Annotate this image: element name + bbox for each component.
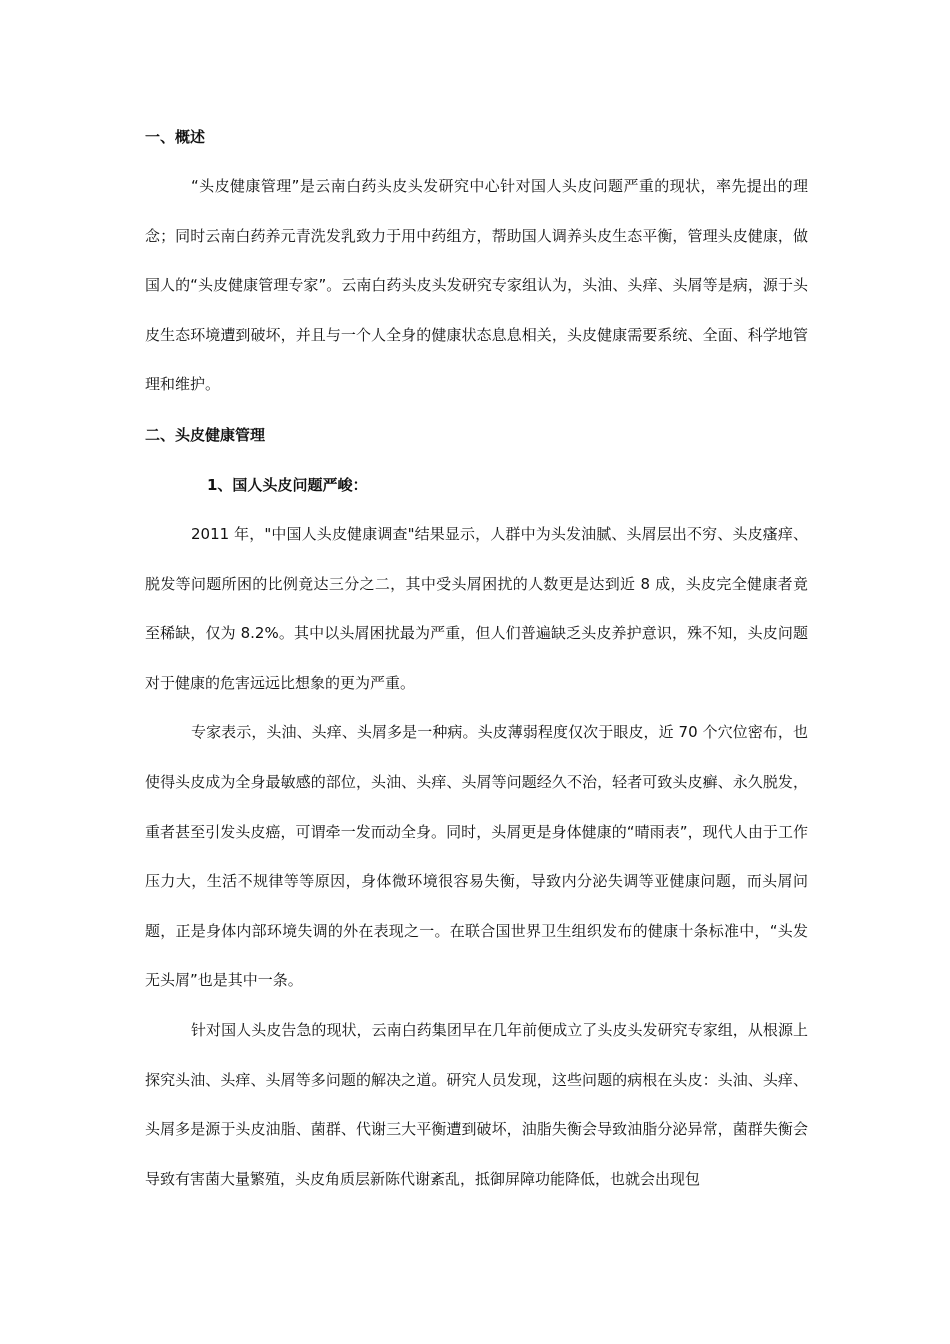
subsection-heading-scalp-problems: 1、国人头皮问题严峻： (207, 475, 368, 494)
overview-paragraph: “头皮健康管理”是云南白药头皮头发研究中心针对国人头皮问题严重的现状，率先提出的理念；同时云南白药养元青洗发乳致力于用中药组方，帮助国人调养头皮生态平衡，管理头皮健康，做国人的“头皮健康管理专家”。云南白药头皮头发研究专家组认为，头油、头痒、头屑等是病，源于头皮生态环境遭到破坏，并且与一个人全身的健康状态息息相关，头皮健康需要系统、全面、科学地管理和维护。 (145, 177, 808, 394)
expert-paragraph: 专家表示，头油、头痒、头屑多是一种病。头皮薄弱程度仅次于眼皮，近 70 个穴位密布，也使得头皮成为全身最敏感的部位，头油、头痒、头屑等问题经久不治，轻者可致头皮癣、永久脱发，重者甚至引发头皮癌，可谓牵一发而动全身。同时，头屑更是身体健康的“晴雨表”，现代人由于工作压力大，生活不规律等等原因，身体微环境很容易失衡，导致内分泌失调等亚健康问题，而头屑问题，正是身体内部环境失调的外在表现之一。在联合国世界卫生组织发布的健康十条标准中，“头发无头屑”也是其中一条。 (145, 723, 808, 990)
research-paragraph: 针对国人头皮告急的现状，云南白药集团早在几年前便成立了头皮头发研究专家组，从根源上探究头油、头痒、头屑等多问题的解决之道。研究人员发现，这些问题的病根在头皮：头油、头痒、头屑多是源于头皮油脂、菌群、代谢三大平衡遭到破坏，油脂失衡会导致油脂分泌异常，菌群失衡会导致有害菌大量繁殖，头皮角质层新陈代谢紊乱，抵御屏障功能降低，也就会出现包 (145, 1020, 808, 1188)
section-heading-scalp-health-management: 二、头皮健康管理 (145, 425, 266, 444)
survey-paragraph: 2011 年，"中国人头皮健康调查"结果显示，人群中为头发油腻、头屑层出不穷、头皮瘙痒、脱发等问题所困的比例竟达三分之二，其中受头屑困扰的人数更是达到近 8 成，头皮完全健康者竟至稀缺，仅为 8.2%。其中以头屑困扰最为严重，但人们普遍缺乏头皮养护意识，殊不知，头皮问题对于健康的危害远远比想象的更为严重。 (145, 524, 808, 692)
document-page (145, 112, 808, 1254)
section-heading-overview: 一、概述 (145, 128, 206, 146)
